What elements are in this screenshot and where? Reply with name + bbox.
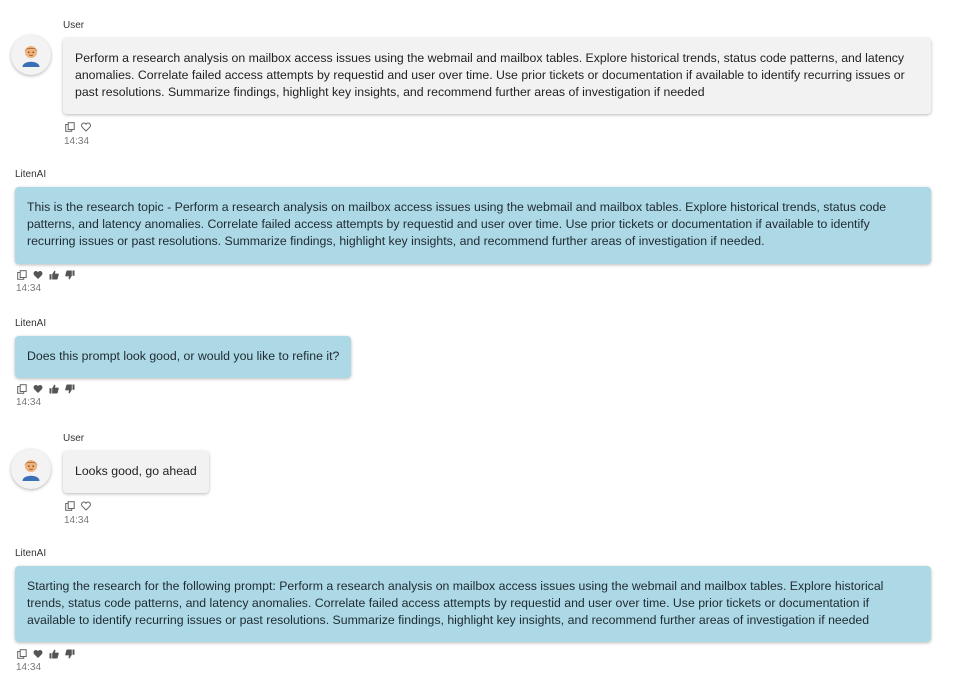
copy-icon[interactable] xyxy=(65,122,75,132)
message-text: Starting the research for the following prompt: Perform a research analysis on mailbox access issues using the webmail and mailbox tables. Explore historical trends, status code patterns, and latency anomalies. Correlate failed access attempts by requestid and user over time. Use prior tickets or documentation if available to identify recurring issues or past resolutions. Summarize findings, highlight key insights, and recommend further areas of investigation if needed xyxy=(27,579,884,627)
message-text: Does this prompt look good, or would you like to refine it? xyxy=(27,349,340,363)
heart-outline-icon[interactable] xyxy=(81,122,91,132)
thumbs-up-icon[interactable] xyxy=(49,649,59,659)
person-avatar-icon xyxy=(19,43,43,67)
message-text: This is the research topic - Perform a research analysis on mailbox access issues using the webmail and mailbox tables. Explore historical trends, status code patterns, and latency anomalies. Correlate failed access attempts by requestid and user over time. Use prior tickets or documentation if available to identify recurring issues or past resolutions. Summarize findings, highlight key insights, and recommend further areas of investigation if needed. xyxy=(27,200,887,248)
message-timestamp: 14:34 xyxy=(16,283,42,294)
sender-label: User xyxy=(63,20,85,31)
message-ai-2 xyxy=(15,318,351,409)
message-timestamp: 14:34 xyxy=(64,136,90,147)
message-timestamp: 14:34 xyxy=(16,662,42,673)
user-avatar xyxy=(11,35,51,75)
sender-label: LitenAI xyxy=(15,548,47,559)
thumbs-down-icon[interactable] xyxy=(65,270,75,280)
message-text: Perform a research analysis on mailbox access issues using the webmail and mailbox tables. Explore historical trends, status code patterns, and latency anomalies. Correlate failed access attempts by requestid and user over time. Use prior tickets or documentation if available to identify recurring issues or past resolutions. Summarize findings, highlight key insights, and recommend further areas of investigation if needed xyxy=(75,51,905,99)
message-timestamp: 14:34 xyxy=(16,397,42,408)
message-timestamp: 14:34 xyxy=(64,515,90,526)
message-actions xyxy=(15,648,931,660)
user-avatar xyxy=(11,449,51,489)
thumbs-up-icon[interactable] xyxy=(49,384,59,394)
message-bubble xyxy=(15,336,351,378)
copy-icon[interactable] xyxy=(17,384,27,394)
thumbs-down-icon[interactable] xyxy=(65,649,75,659)
copy-icon[interactable] xyxy=(65,501,75,511)
message-actions xyxy=(15,383,351,395)
sender-label: LitenAI xyxy=(15,318,47,329)
sender-label: User xyxy=(63,433,85,444)
sender-label: LitenAI xyxy=(15,169,47,180)
copy-icon[interactable] xyxy=(17,649,27,659)
message-actions xyxy=(15,269,931,281)
message-ai-3 xyxy=(15,548,931,674)
message-actions xyxy=(63,500,209,512)
heart-outline-icon[interactable] xyxy=(81,501,91,511)
person-avatar-icon xyxy=(19,457,43,481)
message-text: Looks good, go ahead xyxy=(75,464,197,478)
copy-icon[interactable] xyxy=(17,270,27,280)
heart-icon[interactable] xyxy=(33,649,43,659)
heart-icon[interactable] xyxy=(33,384,43,394)
message-bubble xyxy=(15,566,931,642)
thumbs-down-icon[interactable] xyxy=(65,384,75,394)
message-actions xyxy=(63,121,931,133)
message-bubble xyxy=(15,187,931,264)
heart-icon[interactable] xyxy=(33,270,43,280)
message-ai-1 xyxy=(15,169,931,295)
message-user-2 xyxy=(63,433,209,527)
thumbs-up-icon[interactable] xyxy=(49,270,59,280)
message-user-1 xyxy=(63,20,931,148)
message-bubble xyxy=(63,451,209,493)
message-bubble xyxy=(63,38,931,114)
